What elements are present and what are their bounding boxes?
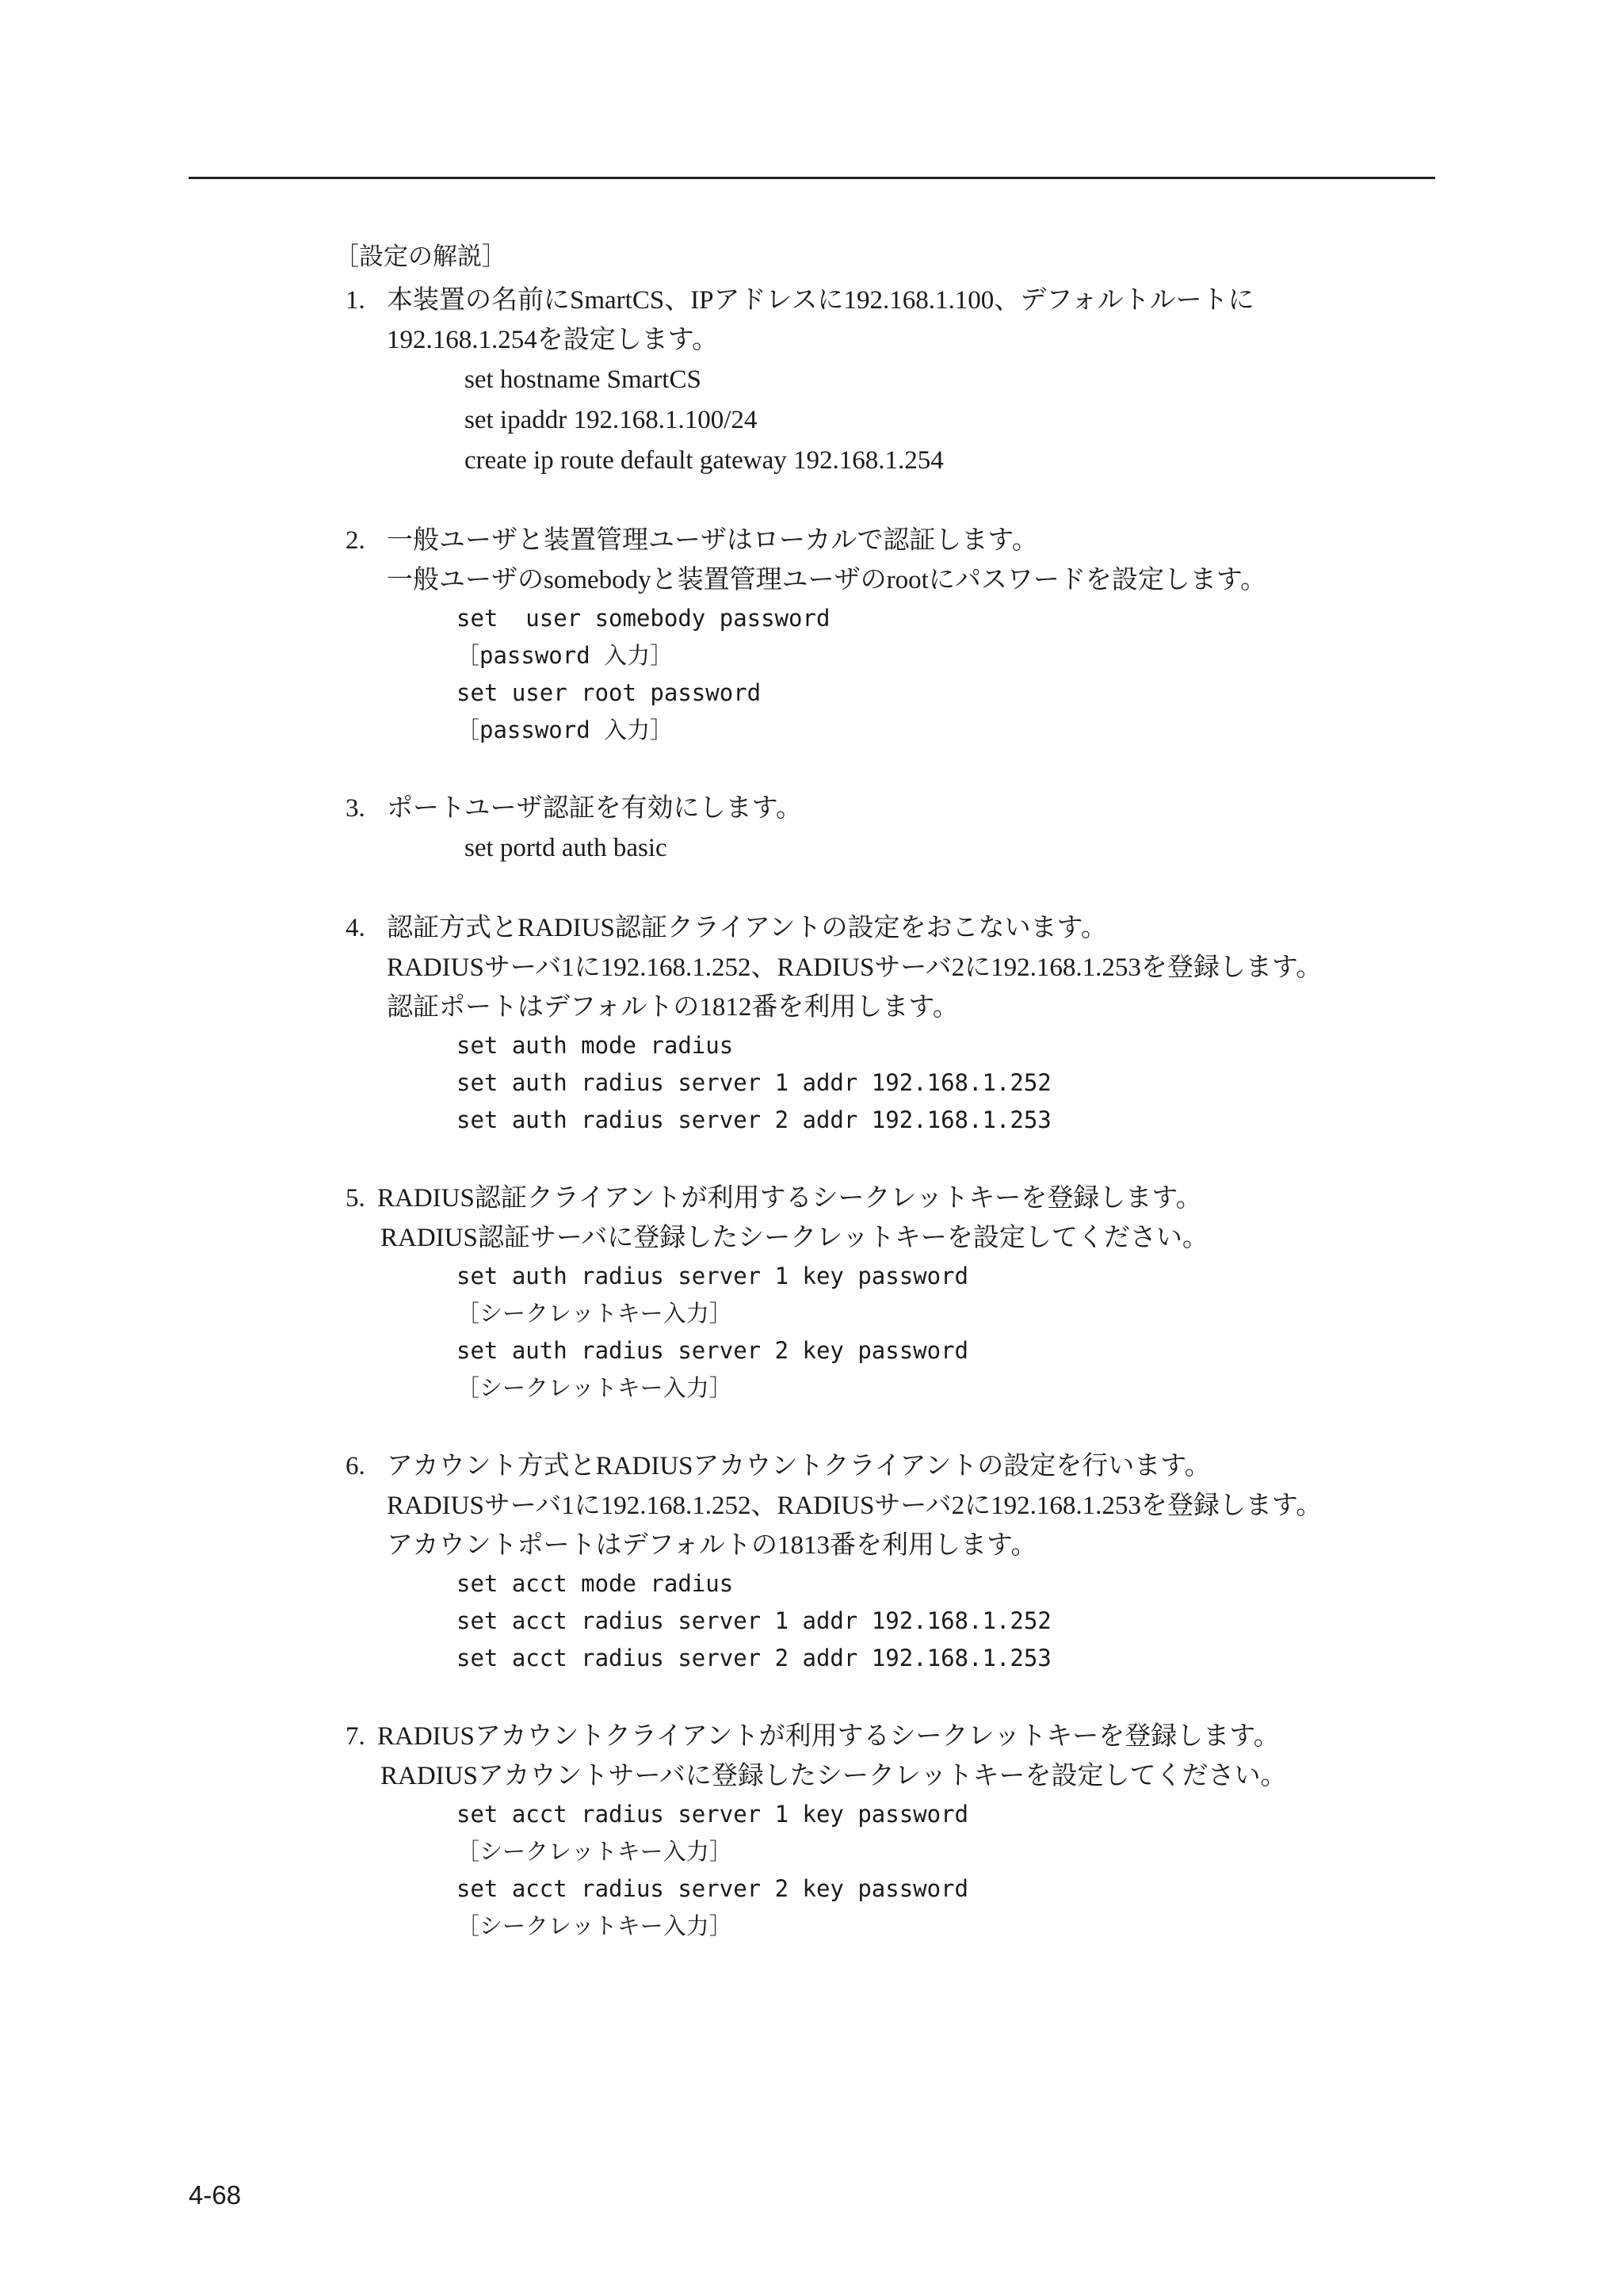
section-7 <box>346 1717 1439 1945</box>
section-6 <box>346 1446 1439 1677</box>
section-4-text-1: 認証方式とRADIUS認証クライアントの設定をおこないます。 <box>387 914 1107 942</box>
section-2-command-4: ［password 入力］ <box>456 716 674 743</box>
section-6-number: 6. <box>346 1452 365 1480</box>
section-5-command-1: set auth radius server 1 key password <box>456 1263 969 1289</box>
section-4-text-3: 認証ポートはデフォルトの1812番を利用します。 <box>387 993 959 1022</box>
section-3-number: 3. <box>346 794 365 823</box>
section-2-line-1 <box>346 521 1439 560</box>
section-6-line-1 <box>346 1446 1439 1486</box>
header-rule <box>189 177 1435 179</box>
section-6-text-2: RADIUSサーバ1に192.168.1.252、RADIUSサーバ2に192.168.1.253を登録します。 <box>387 1492 1323 1520</box>
section-7-text-2: RADIUSアカウントサーバに登録したシークレットキーを設定してください。 <box>380 1762 1287 1790</box>
section-7-command-4: ［シークレットキー入力］ <box>456 1912 732 1939</box>
section-7-line-1 <box>346 1717 1439 1756</box>
section-5-line-1 <box>346 1179 1439 1218</box>
section-4-line-1 <box>346 908 1439 948</box>
section-4-command-3: set auth radius server 2 addr 192.168.1.253 <box>456 1106 1052 1133</box>
section-1 <box>346 281 1439 481</box>
section-4-command-2: set auth radius server 1 addr 192.168.1.252 <box>456 1069 1052 1096</box>
section-1-text-1: 本装置の名前にSmartCS、IPアドレスに192.168.1.100、デフォルトルートに <box>387 286 1254 315</box>
section-7-command-2: ［シークレットキー入力］ <box>456 1838 732 1865</box>
section-3 <box>346 789 1439 869</box>
section-5-command-3: set auth radius server 2 key password <box>456 1337 969 1364</box>
section-5-command-4: ［シークレットキー入力］ <box>456 1374 732 1401</box>
section-3-command-1: set portd auth basic <box>464 834 667 862</box>
section-1-number: 1. <box>346 286 365 315</box>
section-5-text-2: RADIUS認証サーバに登録したシークレットキーを設定してください。 <box>380 1224 1209 1252</box>
section-7-command-3: set acct radius server 2 key password <box>456 1875 969 1902</box>
section-1-command-1: set hostname SmartCS <box>464 365 701 394</box>
section-6-command-1: set acct mode radius <box>456 1570 734 1597</box>
section-6-text-3: アカウントポートはデフォルトの1813番を利用します。 <box>387 1531 1037 1560</box>
section-5-number: 5. <box>346 1184 365 1213</box>
section-2-command-3: set user root password <box>456 679 762 706</box>
section-7-command-1: set acct radius server 1 key password <box>456 1801 969 1828</box>
section-6-command-2: set acct radius server 1 addr 192.168.1.252 <box>456 1607 1052 1634</box>
page-number: 4-68 <box>189 2180 242 2210</box>
section-7-text-1: RADIUSアカウントクライアントが利用するシークレットキーを登録します。 <box>377 1722 1280 1751</box>
section-3-text-1: ポートユーザ認証を有効にします。 <box>387 794 803 823</box>
explanation-sections <box>346 281 1439 1985</box>
section-2-text-2: 一般ユーザのsomebodyと装置管理ユーザのrootにパスワードを設定します。 <box>387 566 1267 594</box>
section-1-line-1 <box>346 281 1439 320</box>
section-4 <box>346 908 1439 1139</box>
section-5-text-1: RADIUS認証クライアントが利用するシークレットキーを登録します。 <box>377 1184 1202 1213</box>
section-4-number: 4. <box>346 914 365 942</box>
section-4-command-1: set auth mode radius <box>456 1032 734 1059</box>
section-6-command-3: set acct radius server 2 addr 192.168.1.253 <box>456 1645 1052 1671</box>
section-1-command-3: create ip route default gateway 192.168.1.254 <box>464 446 944 475</box>
section-heading: ［設定の解説］ <box>334 243 506 271</box>
section-2-command-2: ［password 入力］ <box>456 642 674 669</box>
section-3-line-1 <box>346 789 1439 828</box>
section-4-text-2: RADIUSサーバ1に192.168.1.252、RADIUSサーバ2に192.168.1.253を登録します。 <box>387 953 1323 982</box>
section-6-text-1: アカウント方式とRADIUSアカウントクライアントの設定を行います。 <box>387 1452 1211 1480</box>
section-1-text-2: 192.168.1.254を設定します。 <box>387 326 719 354</box>
section-5 <box>346 1179 1439 1407</box>
section-1-command-2: set ipaddr 192.168.1.100/24 <box>464 406 758 434</box>
section-2 <box>346 521 1439 749</box>
section-2-number: 2. <box>346 526 365 555</box>
section-5-command-2: ［シークレットキー入力］ <box>456 1300 732 1327</box>
section-7-number: 7. <box>346 1722 365 1751</box>
section-2-text-1: 一般ユーザと装置管理ユーザはローカルで認証します。 <box>387 526 1038 555</box>
section-2-command-1: set user somebody password <box>456 605 831 632</box>
